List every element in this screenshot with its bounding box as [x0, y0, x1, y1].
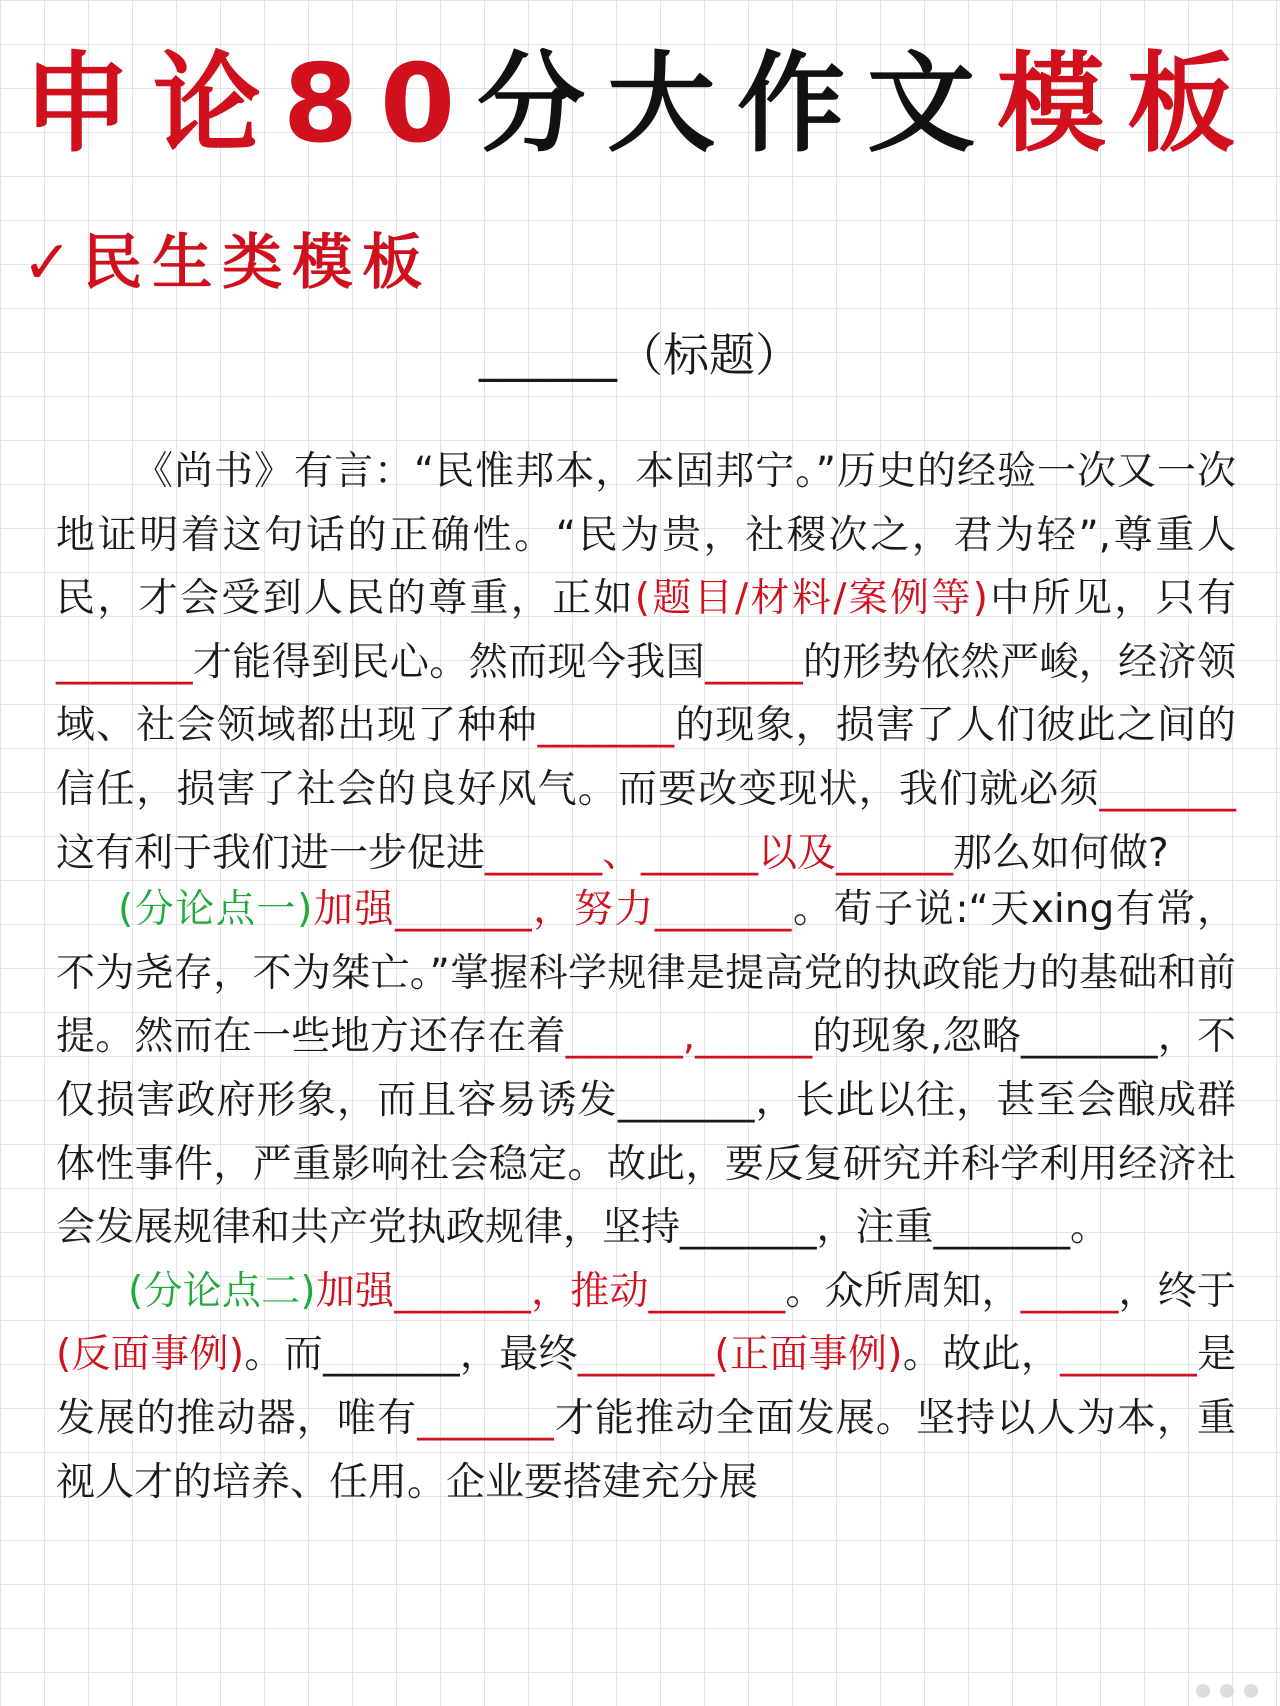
paragraph-point-one	[56, 878, 1236, 1260]
title-part-red: 申论80	[22, 42, 478, 167]
body-text: ，终于	[1118, 1268, 1236, 1314]
body-text: 才能得到民心。然而现今我国	[192, 639, 706, 685]
highlight-text: _______	[537, 703, 675, 749]
highlight-text: ______,______	[565, 1014, 813, 1060]
watermark-dots	[1196, 1684, 1258, 1698]
body-text: 那么如何做?	[953, 830, 1169, 876]
sub-point-label: (分论点二)	[128, 1268, 316, 1314]
title-part-red-end: 模板	[997, 42, 1258, 167]
highlight-text: _______(正面事例)	[577, 1332, 903, 1378]
sub-point-label: (分论点一)	[118, 887, 313, 933]
body-text: 。故此，	[902, 1332, 1061, 1378]
body-text: 是发展的推动器，唯有	[56, 1332, 1236, 1441]
body-text: 《尚书》有言：“民惟邦本，本固邦宁。”历史的经验一次又一次地证明着这句话的正确性。“民为贵，社稷次之，君为轻”,尊重人民，才会受到人民的尊重，正如	[56, 449, 1236, 622]
highlight-text: _______	[56, 639, 193, 685]
body-text: 才能推动全面发展。坚持以人为本，重视人才的培养、任用。企业要搭建充分展	[56, 1395, 1236, 1505]
highlight-text: (题目/材料/案例等)	[634, 576, 988, 622]
highlight-text: 加强_______，努力_______	[312, 887, 792, 933]
body-text: 这有利于我们进一步促进	[56, 830, 486, 876]
body-text: 的现象,忽略_______，不仅损害政府形象，而且容易诱发_______，长此以往，甚至会酿成群体性事件，严重影响社会稳定。故此，要反复研究并科学利用经济社会发展规律和共产党执政规律，坚持_______，注重_______。	[56, 1014, 1236, 1251]
section-heading: ✓民生类模板	[22, 228, 433, 298]
watermark-dot	[1244, 1684, 1258, 1698]
highlight-text: _____	[1020, 1268, 1119, 1314]
highlight-text: _______	[1099, 766, 1236, 812]
essay-body	[56, 440, 1236, 1514]
watermark-dot	[1196, 1684, 1210, 1698]
highlight-text: (反面事例)	[56, 1332, 245, 1378]
highlight-text: _____	[705, 639, 803, 685]
highlight-text: _______	[417, 1395, 554, 1441]
template-title: ______（标题）	[479, 328, 801, 382]
watermark-dot	[1220, 1684, 1234, 1698]
highlight-text: _______	[1060, 1332, 1197, 1378]
body-text: 。而_______，最终	[244, 1332, 578, 1378]
highlight-text: 加强_______，推动_______	[315, 1268, 786, 1314]
title-part-black: 分大作文	[477, 42, 998, 167]
body-text: 的形势依然严峻，经济领域、社会领域都出现了种种	[56, 639, 1236, 749]
paragraph-point-two	[56, 1260, 1236, 1514]
highlight-text: ______、______以及______	[485, 830, 954, 876]
paragraph-intro	[56, 440, 1236, 885]
body-text: 的现象，损害了人们彼此之间的信任，损害了社会的良好风气。而要改变现状，我们就必须	[56, 703, 1236, 812]
body-text: 。众所周知，	[785, 1268, 1021, 1314]
body-text: 中所见，只有	[987, 576, 1236, 622]
body-text: 。荀子说:“天xing有常，不为尧存，不为桀亡。”掌握科学规律是提高党的执政能力的基础和前提。然而在一些地方还存在着	[56, 887, 1236, 1060]
page-title	[0, 40, 1280, 170]
